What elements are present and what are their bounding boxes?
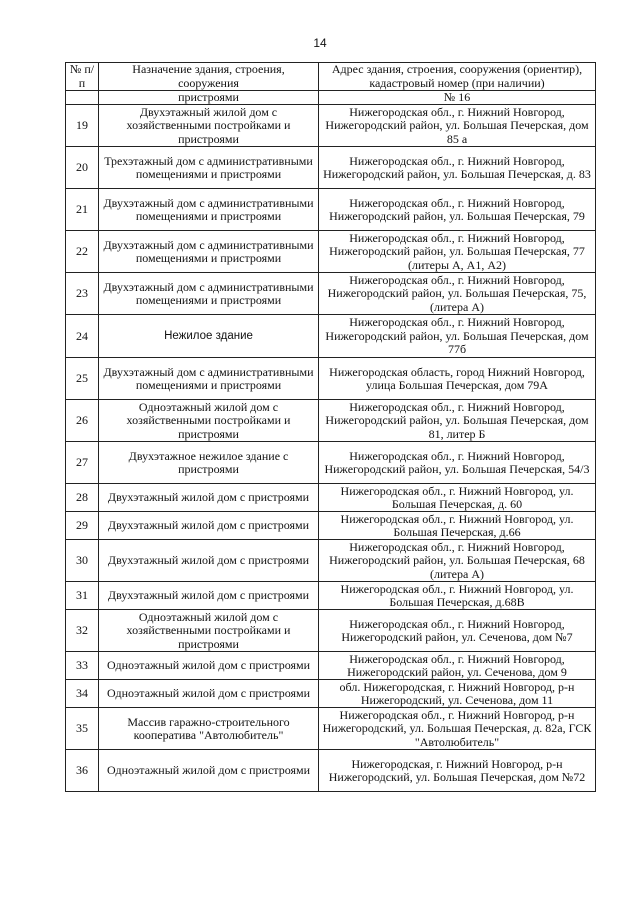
table-header-row — [66, 63, 596, 91]
row-purpose: Двухэтажный жилой дом с хозяйственными постройками и пристроями — [99, 105, 319, 147]
table-row — [66, 400, 596, 442]
row-purpose: Двухэтажный дом с административными помещениями и пристроями — [99, 189, 319, 231]
row-address: Нижегородская обл., г. Нижний Новгород, Нижегородский район, ул. Большая Печерская, 79 — [319, 189, 596, 231]
row-address: Нижегородская обл., г. Нижний Новгород, ул. Большая Печерская, д.68В — [319, 582, 596, 610]
table-row — [66, 91, 596, 105]
table-row — [66, 273, 596, 315]
row-address: обл. Нижегородская, г. Нижний Новгород, р-н Нижегородский, ул. Сеченова, дом 11 — [319, 680, 596, 708]
row-purpose: Массив гаражно-строительного кооператива "Автолюбитель" — [99, 708, 319, 750]
table-row — [66, 147, 596, 189]
row-address: Нижегородская обл., г. Нижний Новгород, Нижегородский район, ул. Сеченова, дом №7 — [319, 610, 596, 652]
row-number: 22 — [66, 231, 99, 273]
row-number: 28 — [66, 484, 99, 512]
header-num: № п/п — [66, 63, 99, 91]
row-address: Нижегородская обл., г. Нижний Новгород, Нижегородский район, ул. Сеченова, дом 9 — [319, 652, 596, 680]
row-number: 33 — [66, 652, 99, 680]
row-address: № 16 — [319, 91, 596, 105]
row-address: Нижегородская обл., г. Нижний Новгород, Нижегородский район, ул. Большая Печерская, 54/3 — [319, 442, 596, 484]
header-address: Адрес здания, строения, сооружения (ориентир), кадастровый номер (при наличии) — [319, 63, 596, 91]
row-number — [66, 91, 99, 105]
table-row — [66, 358, 596, 400]
table-row — [66, 315, 596, 358]
row-address: Нижегородская обл., г. Нижний Новгород, Нижегородский район, ул. Большая Печерская, дом 77б — [319, 315, 596, 358]
table-row — [66, 540, 596, 582]
row-address: Нижегородская обл., г. Нижний Новгород, Нижегородский район, ул. Большая Печерская, 77 (литеры А, А1, А2) — [319, 231, 596, 273]
row-number: 35 — [66, 708, 99, 750]
row-number: 32 — [66, 610, 99, 652]
table-row — [66, 442, 596, 484]
row-purpose: Одноэтажный жилой дом с пристроями — [99, 680, 319, 708]
row-number: 24 — [66, 315, 99, 358]
header-purpose: Назначение здания, строения, сооружения — [99, 63, 319, 91]
row-number: 19 — [66, 105, 99, 147]
table-row — [66, 484, 596, 512]
row-number: 36 — [66, 750, 99, 792]
table-row — [66, 231, 596, 273]
row-number: 29 — [66, 512, 99, 540]
row-purpose: Одноэтажный жилой дом с пристроями — [99, 750, 319, 792]
row-address: Нижегородская обл., г. Нижний Новгород, Нижегородский район, ул. Большая Печерская, 68 (литера А) — [319, 540, 596, 582]
row-purpose: Двухэтажный жилой дом с пристроями — [99, 512, 319, 540]
table-row — [66, 750, 596, 792]
table-row — [66, 708, 596, 750]
row-address: Нижегородская обл., г. Нижний Новгород, р-н Нижегородский, ул. Большая Печерская, д. 82а, ГСК "Автолюбитель" — [319, 708, 596, 750]
table-row — [66, 652, 596, 680]
row-number: 21 — [66, 189, 99, 231]
row-number: 25 — [66, 358, 99, 400]
table-row — [66, 582, 596, 610]
row-address: Нижегородская обл., г. Нижний Новгород, Нижегородский район, ул. Большая Печерская, д. 83 — [319, 147, 596, 189]
table-row — [66, 105, 596, 147]
row-address: Нижегородская обл., г. Нижний Новгород, ул. Большая Печерская, д. 60 — [319, 484, 596, 512]
row-purpose: Одноэтажный жилой дом с пристроями — [99, 652, 319, 680]
page-number: 14 — [313, 36, 327, 50]
table-row — [66, 512, 596, 540]
row-number: 30 — [66, 540, 99, 582]
row-purpose: Двухэтажное нежилое здание с пристроями — [99, 442, 319, 484]
row-purpose: Двухэтажный жилой дом с пристроями — [99, 484, 319, 512]
row-purpose: Двухэтажный дом с административными помещениями и пристроями — [99, 273, 319, 315]
row-purpose: Одноэтажный жилой дом с хозяйственными постройками и пристроями — [99, 400, 319, 442]
row-number: 26 — [66, 400, 99, 442]
buildings-table — [65, 62, 596, 792]
table-body — [66, 91, 596, 792]
row-number: 34 — [66, 680, 99, 708]
table-row — [66, 680, 596, 708]
row-address: Нижегородская обл., г. Нижний Новгород, Нижегородский район, ул. Большая Печерская, 75, (литера А) — [319, 273, 596, 315]
row-purpose: Двухэтажный дом с административными помещениями и пристроями — [99, 231, 319, 273]
table-row — [66, 610, 596, 652]
row-address: Нижегородская обл., г. Нижний Новгород, Нижегородский район, ул. Большая Печерская, дом 81, литер Б — [319, 400, 596, 442]
table-row — [66, 189, 596, 231]
row-purpose: пристроями — [99, 91, 319, 105]
row-purpose: Нежилое здание — [99, 315, 319, 358]
row-purpose: Трехэтажный дом с административными помещениями и пристроями — [99, 147, 319, 189]
row-address: Нижегородская обл., г. Нижний Новгород, ул. Большая Печерская, д.66 — [319, 512, 596, 540]
row-number: 20 — [66, 147, 99, 189]
row-purpose: Двухэтажный жилой дом с пристроями — [99, 540, 319, 582]
row-purpose: Двухэтажный жилой дом с пристроями — [99, 582, 319, 610]
row-purpose: Двухэтажный дом с административными помещениями и пристроями — [99, 358, 319, 400]
row-number: 23 — [66, 273, 99, 315]
row-number: 27 — [66, 442, 99, 484]
row-number: 31 — [66, 582, 99, 610]
row-address: Нижегородская, г. Нижний Новгород, р-н Нижегородский, ул. Большая Печерская, дом №72 — [319, 750, 596, 792]
row-purpose: Одноэтажный жилой дом с хозяйственными постройками и пристроями — [99, 610, 319, 652]
row-address: Нижегородская область, город Нижний Новгород, улица Большая Печерская, дом 79А — [319, 358, 596, 400]
row-address: Нижегородская обл., г. Нижний Новгород, Нижегородский район, ул. Большая Печерская, дом 85 а — [319, 105, 596, 147]
